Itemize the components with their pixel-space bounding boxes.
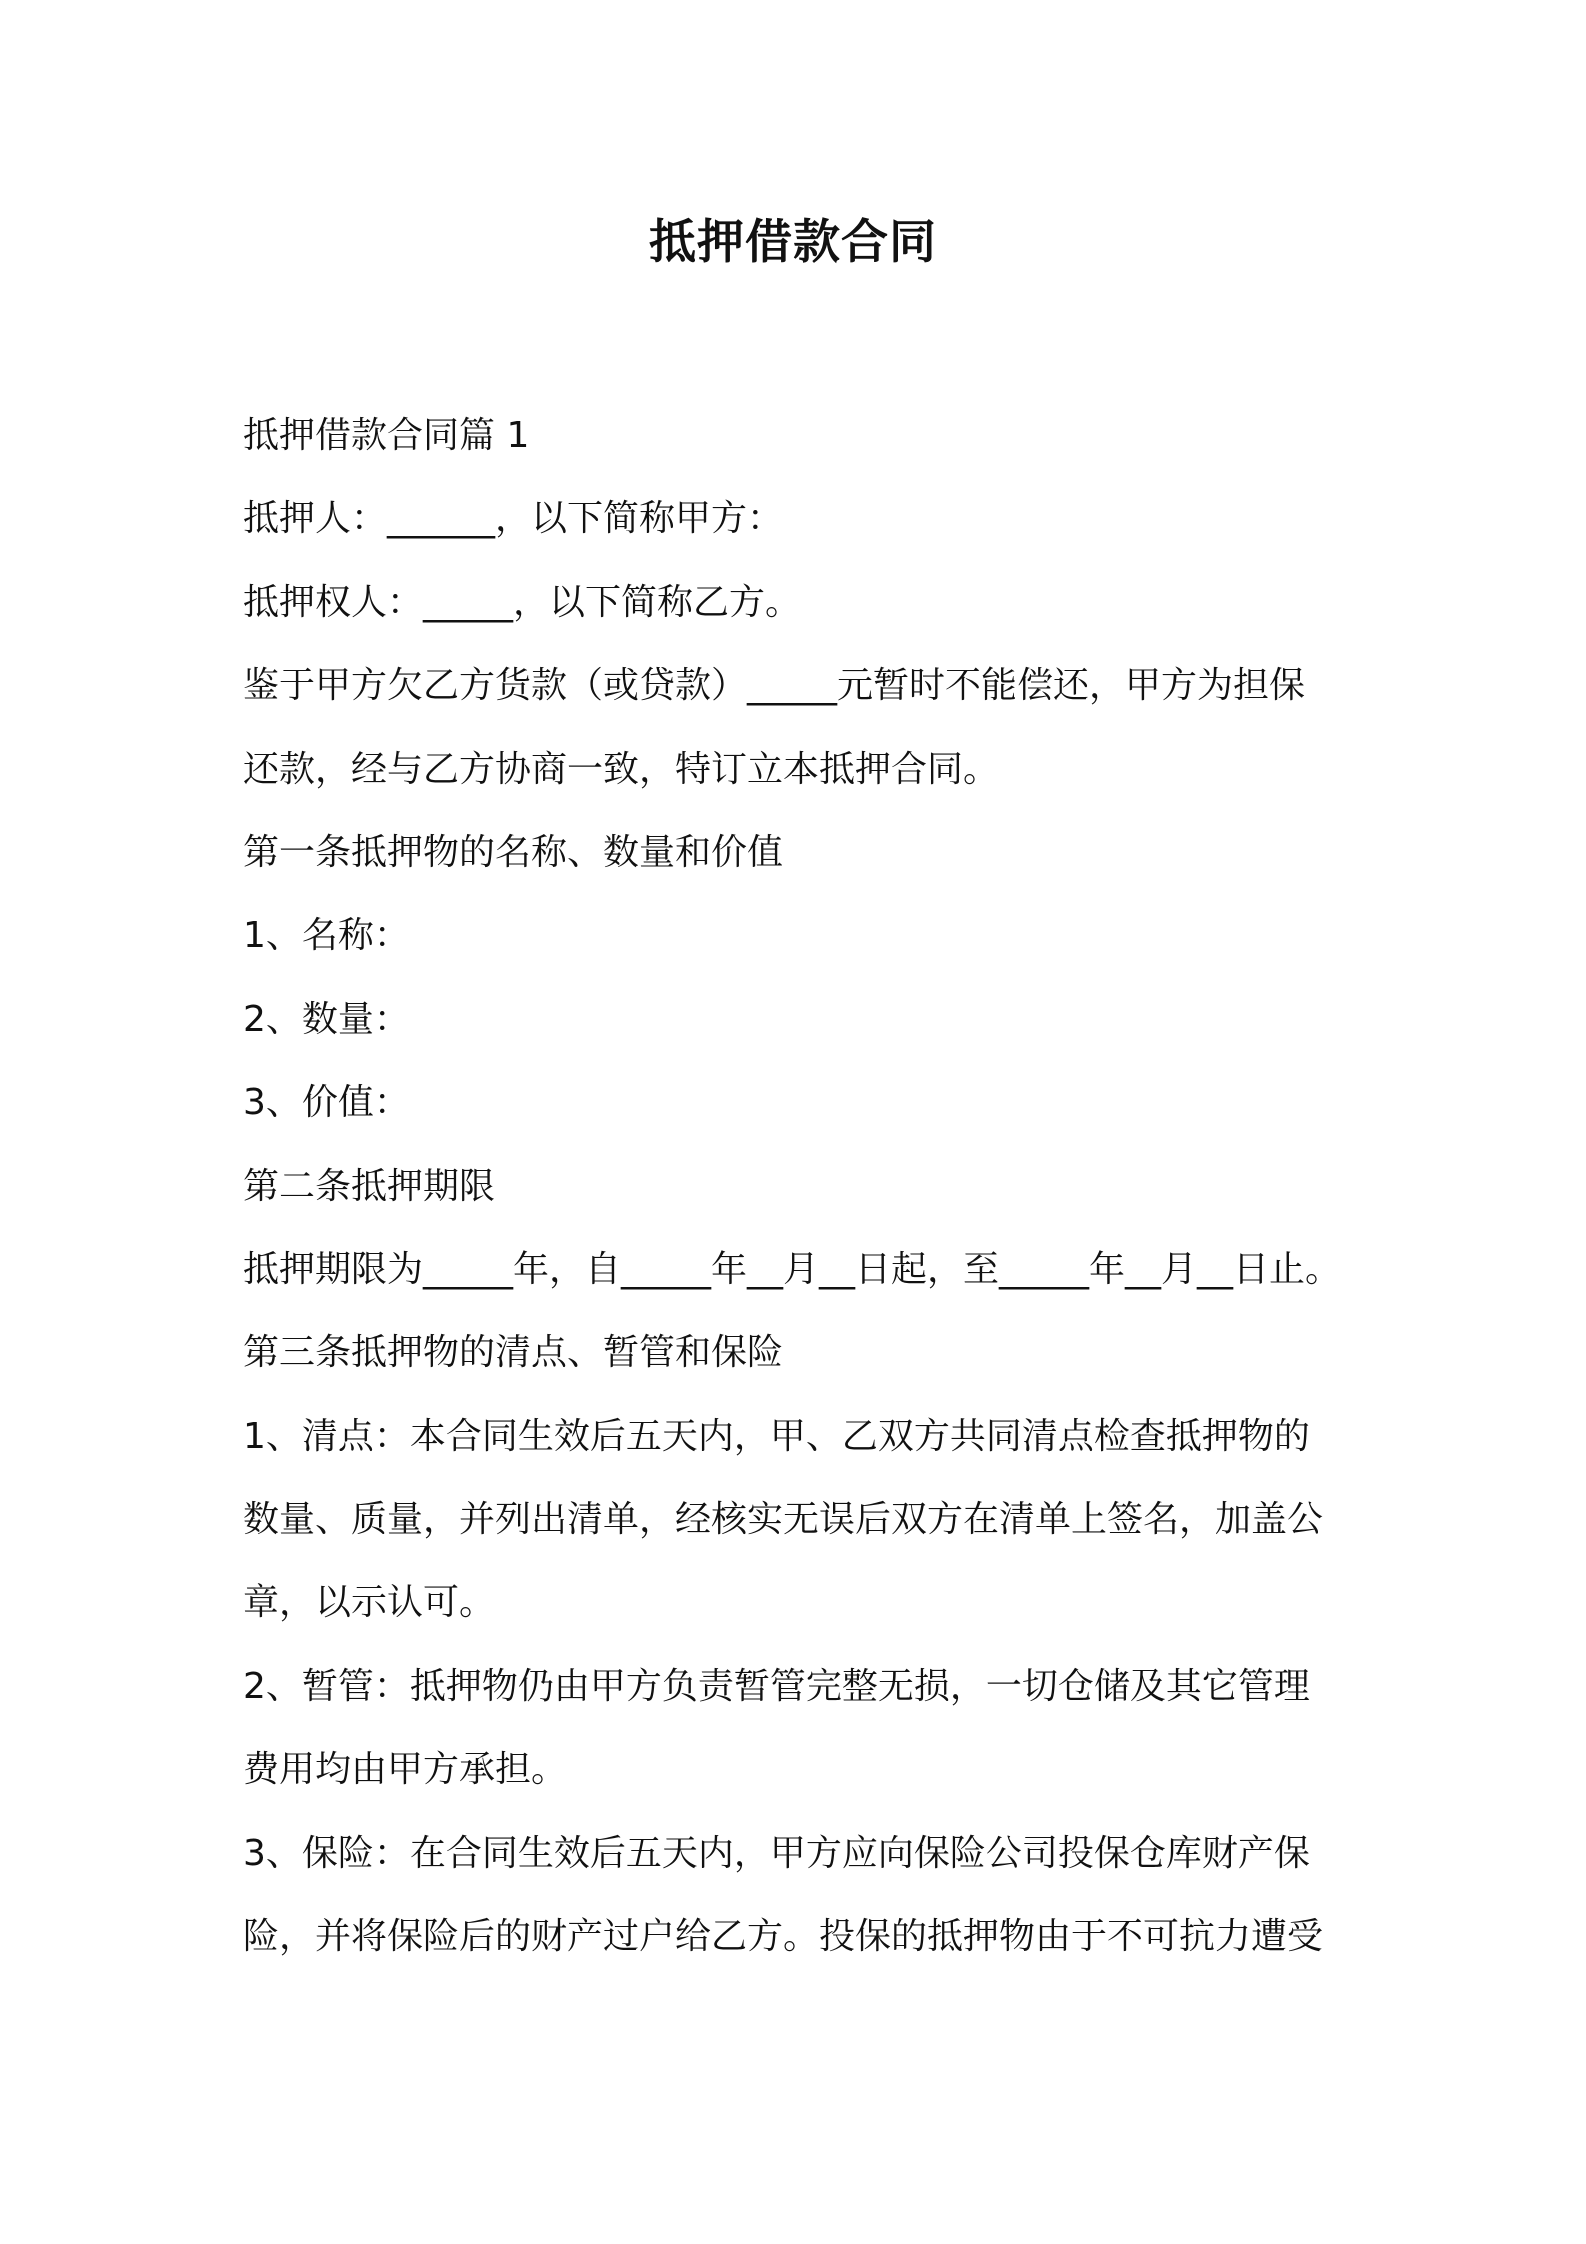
paragraph-line: 抵押权人：_____，以下简称乙方。 — [243, 581, 802, 623]
list-item: 2、数量： — [243, 998, 410, 1040]
article-heading: 第二条抵押期限 — [243, 1165, 496, 1207]
section-heading: 抵押借款合同篇 1 — [243, 415, 530, 456]
paragraph-line: 费用均由甲方承担。 — [243, 1749, 568, 1791]
paragraph-line: 数量、质量，并列出清单，经核实无误后双方在清单上签名，加盖公 — [243, 1499, 1324, 1541]
list-item: 1、名称： — [243, 915, 410, 957]
list-item: 3、保险：在合同生效后五天内，甲方应向保险公司投保仓库财产保 — [243, 1832, 1310, 1874]
list-item: 2、暂管：抵押物仍由甲方负责暂管完整无损，一切仓储及其它管理 — [243, 1665, 1310, 1707]
paragraph-line: 抵押期限为_____年，自_____年__月__日起，至_____年__月__日止。 — [243, 1248, 1342, 1290]
article-heading: 第三条抵押物的清点、暂管和保险 — [243, 1332, 784, 1374]
paragraph-line: 还款，经与乙方协商一致，特订立本抵押合同。 — [243, 748, 1000, 790]
document-title: 抵押借款合同 — [649, 215, 937, 270]
paragraph-line: 抵押人：______，以下简称甲方： — [243, 498, 784, 540]
article-heading: 第一条抵押物的名称、数量和价值 — [243, 831, 784, 873]
paragraph-line: 章，以示认可。 — [243, 1582, 496, 1624]
document-body — [243, 406, 1363, 1990]
list-item: 3、价值： — [243, 1082, 410, 1124]
list-item: 1、清点：本合同生效后五天内，甲、乙双方共同清点检查抵押物的 — [243, 1415, 1310, 1457]
paragraph-line: 鉴于甲方欠乙方货款（或贷款）_____元暂时不能偿还，甲方为担保 — [243, 665, 1306, 707]
paragraph-line: 险，并将保险后的财产过户给乙方。投保的抵押物由于不可抗力遭受 — [243, 1916, 1324, 1958]
